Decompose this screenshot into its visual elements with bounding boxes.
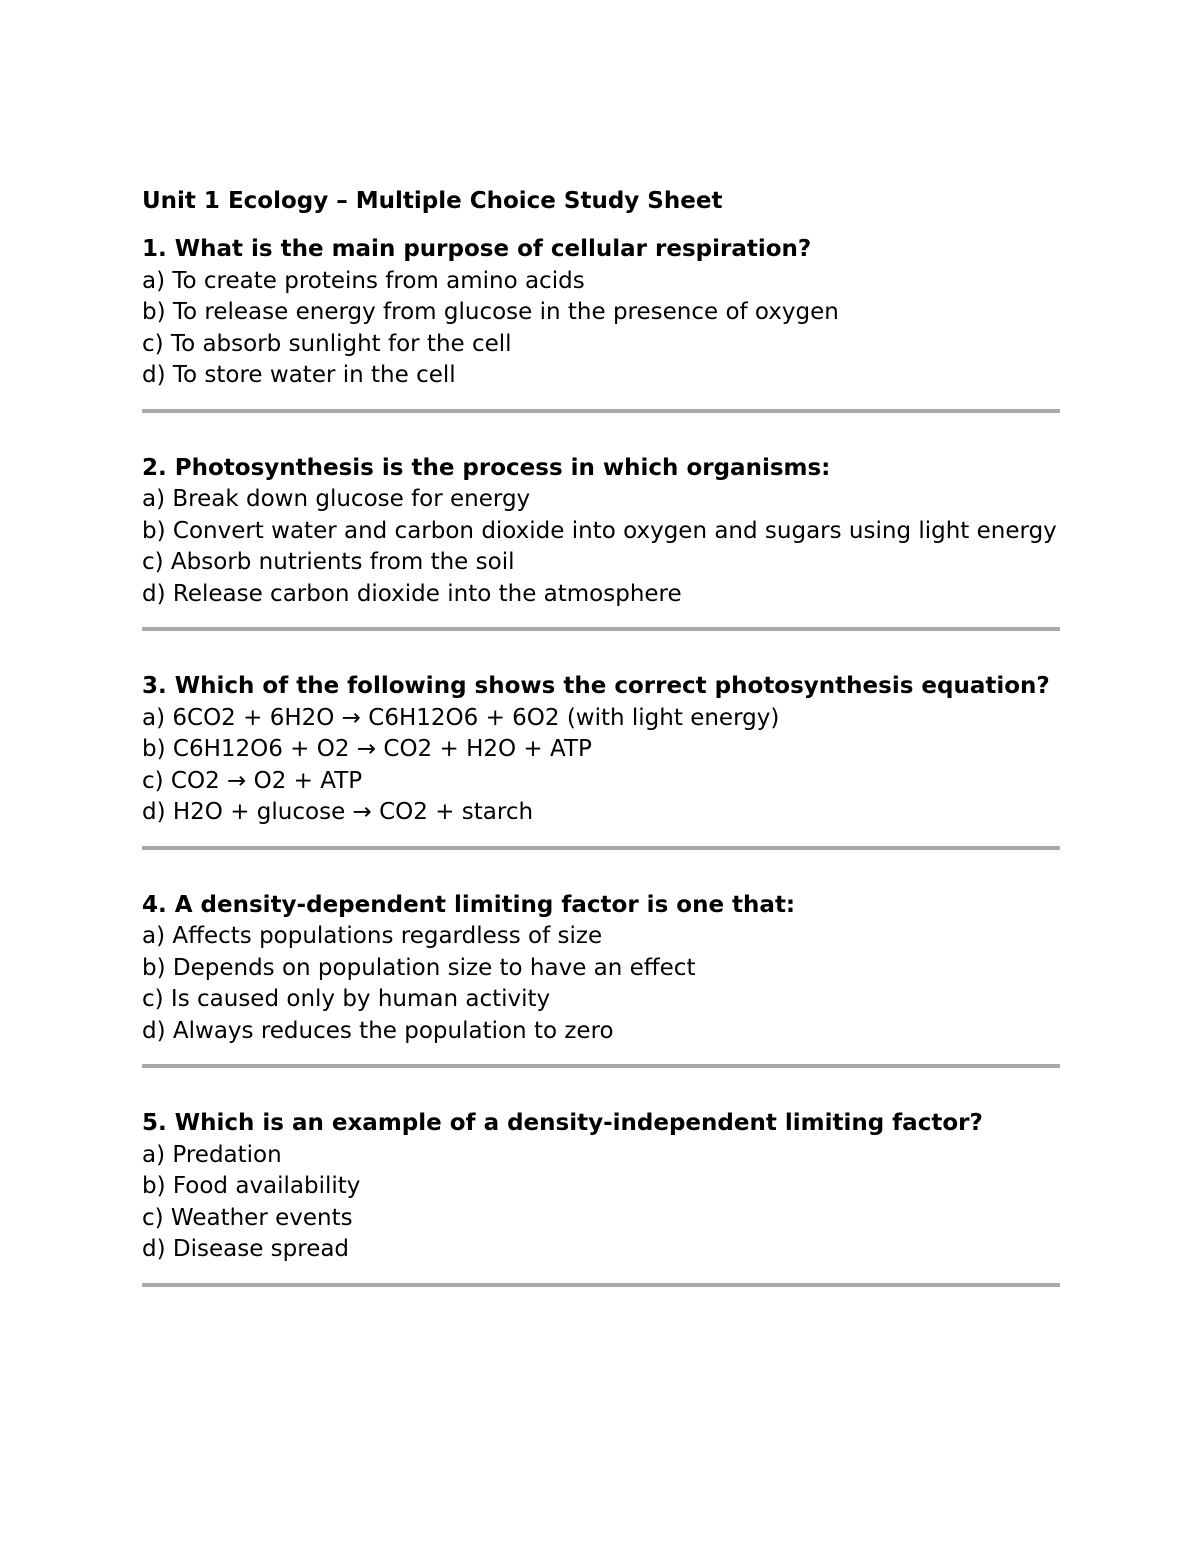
answer-option-a: a) To create proteins from amino acids [142, 267, 585, 294]
answer-option-d: d) Release carbon dioxide into the atmosphere [142, 580, 682, 607]
answer-option-c: c) Absorb nutrients from the soil [142, 549, 515, 575]
question-text: 3. Which of the following shows the correct photosynthesis equation? [142, 673, 1050, 699]
answer-option-c: c) CO2 → O2 + ATP [142, 767, 363, 794]
spacer [142, 1068, 1060, 1108]
spacer [142, 631, 1060, 671]
question-5 [142, 1108, 1060, 1287]
answer-option-c: c) Is caused only by human activity [142, 986, 551, 1012]
question-text: 2. Photosynthesis is the process in which organisms: [142, 454, 831, 481]
question-3 [142, 671, 1060, 850]
answer-option-c: c) To absorb sunlight for the cell [142, 330, 512, 357]
answer-option-d: d) Always reduces the population to zero [142, 1017, 614, 1044]
study-sheet-page [142, 186, 1060, 1287]
spacer [142, 413, 1060, 453]
document-title: Unit 1 Ecology – Multiple Choice Study Sheet [142, 188, 723, 214]
answer-option-c: c) Weather events [142, 1204, 353, 1231]
answer-option-b: b) To release energy from glucose in the presence of oxygen [142, 299, 839, 325]
answer-option-a: a) Affects populations regardless of size [142, 923, 603, 949]
answer-option-d: d) To store water in the cell [142, 362, 456, 388]
answer-option-a: a) 6CO2 + 6H2O → C6H12O6 + 6O2 (with light energy) [142, 704, 780, 731]
section-divider [142, 1283, 1060, 1287]
question-1 [142, 234, 1060, 413]
answer-option-b: b) Food availability [142, 1173, 361, 1199]
question-text: 1. What is the main purpose of cellular respiration? [142, 236, 812, 262]
question-text: 5. Which is an example of a density-independent limiting factor? [142, 1110, 983, 1136]
question-4 [142, 890, 1060, 1069]
answer-option-b: b) Depends on population size to have an effect [142, 954, 696, 981]
answer-option-d: d) H2O + glucose → CO2 + starch [142, 799, 534, 825]
spacer [142, 850, 1060, 890]
question-2 [142, 453, 1060, 632]
answer-option-b: b) C6H12O6 + O2 → CO2 + H2O + ATP [142, 736, 592, 762]
answer-option-a: a) Break down glucose for energy [142, 486, 531, 512]
answer-option-d: d) Disease spread [142, 1236, 350, 1262]
answer-option-a: a) Predation [142, 1141, 282, 1168]
answer-option-b: b) Convert water and carbon dioxide into oxygen and sugars using light energy [142, 517, 1057, 544]
question-text: 4. A density-dependent limiting factor is one that: [142, 891, 796, 918]
